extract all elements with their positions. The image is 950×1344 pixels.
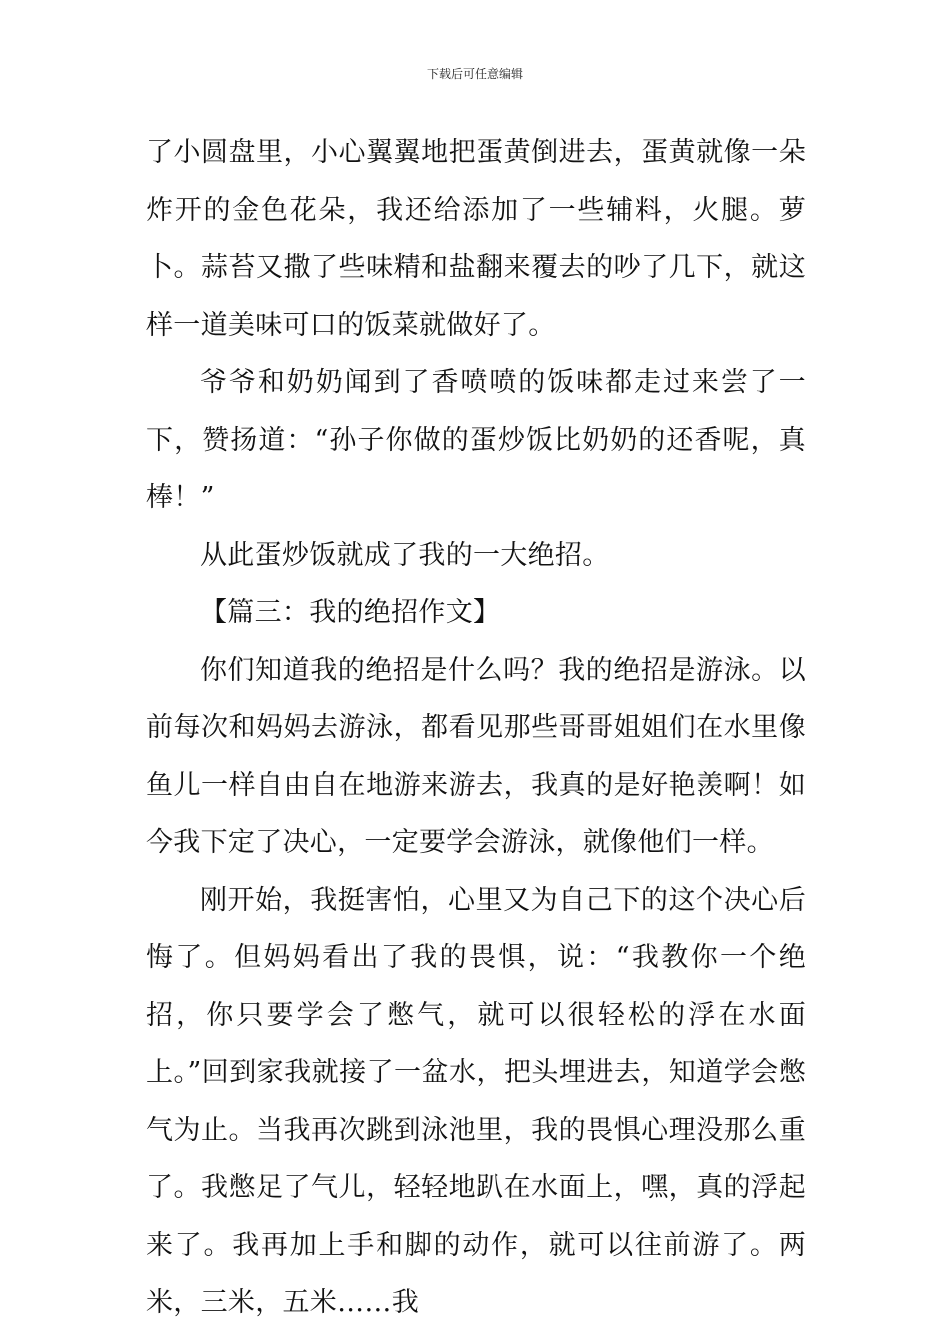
paragraph-continuation: 了小圆盘里，小心翼翼地把蛋黄倒进去，蛋黄就像一朵炸开的金色花朵，我还给添加了一些辅料，火腿。萝卜。蒜苔又撒了些味精和盐翻来覆去的吵了几下，就这样一道美味可口的饭菜就做好了。 (146, 137, 806, 341)
paragraph-swimming-learning: 刚开始，我挺害怕，心里又为自己下的这个决心后悔了。但妈妈看出了我的畏惧，说：“我教你一个绝招，你只要学会了憋气，就可以很轻松的浮在水面上。”回到家我就接了一盆水，把头埋进去，知道学会憋气为止。当我再次跳到泳池里，我的畏惧心理没那么重了。我憋足了气儿，轻轻地趴在水面上，嘿，真的浮起来了。我再加上手和脚的动作，就可以往前游了。两米，三米，五米……我 (146, 884, 806, 1318)
section-heading: 【篇三：我的绝招作文】 (200, 597, 501, 628)
paragraph-swimming-intro: 你们知道我的绝招是什么吗？我的绝招是游泳。以前每次和妈妈去游泳，都看见那些哥哥姐姐们在水里像鱼儿一样自由自在地游来游去，我真的是好艳羡啊！如今我下定了决心，一定要学会游泳，就像他们一样。 (146, 654, 806, 858)
paragraph-conclusion: 从此蛋炒饭就成了我的一大绝招。 (200, 539, 610, 571)
document-body (146, 124, 806, 1332)
paragraph-grandparents: 爷爷和奶奶闻到了香喷喷的饭味都走过来尝了一下，赞扬道：“孙子你做的蛋炒饭比奶奶的还香呢，真棒！” (146, 367, 806, 513)
page-header-note: 下载后可任意编辑 (426, 67, 523, 81)
